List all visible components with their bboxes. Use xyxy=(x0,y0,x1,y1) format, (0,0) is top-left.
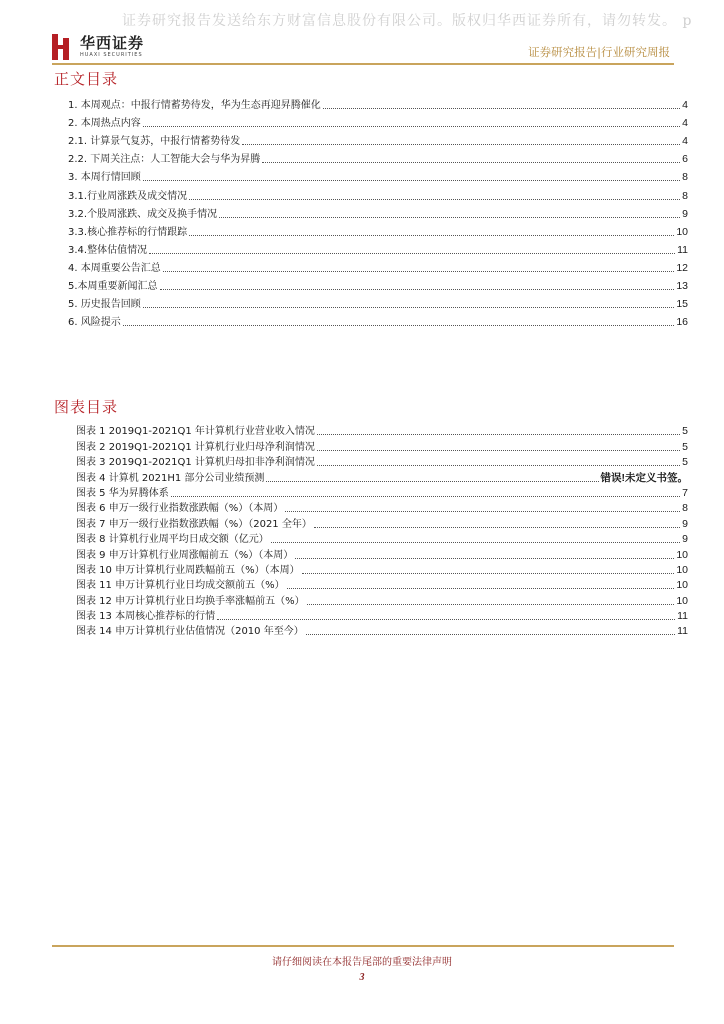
footer-divider xyxy=(52,945,674,947)
figure-entry-label: 图表 14 申万计算机行业估值情况（2010 年至今） xyxy=(76,626,304,638)
toc-entry-page: 13 xyxy=(676,280,688,293)
dot-leader xyxy=(323,108,680,109)
dot-leader xyxy=(219,217,680,218)
dot-leader xyxy=(149,253,675,254)
figure-entry[interactable] xyxy=(76,454,688,469)
toc-entry[interactable] xyxy=(68,184,688,202)
toc-entry[interactable] xyxy=(68,275,688,293)
figure-entry-page: 7 xyxy=(682,486,688,499)
toc-title: 正文目录 xyxy=(54,70,119,88)
figure-entry-label: 图表 7 申万一级行业指数涨跌幅（%）（2021 全年） xyxy=(76,518,312,530)
dot-leader xyxy=(123,325,675,326)
toc-entry-page: 6 xyxy=(682,153,688,166)
dot-leader xyxy=(285,511,680,512)
figure-entry-label: 图表 4 计算机 2021H1 部分公司业绩预测 xyxy=(76,472,265,484)
toc-entry-label: 3.3.核心推荐标的行情跟踪 xyxy=(68,226,188,238)
figure-entry-label: 图表 13 本周核心推荐标的行情 xyxy=(76,611,216,623)
toc-entry-label: 2.2. 下周关注点：人工智能大会与华为昇腾 xyxy=(68,154,261,166)
dot-leader xyxy=(163,271,675,272)
toc-entry-page: 8 xyxy=(682,189,688,202)
figure-entry-page: 10 xyxy=(676,563,688,576)
toc-entry-label: 4. 本周重要公告汇总 xyxy=(68,262,161,274)
logo-name-en: HUAXI SECURITIES xyxy=(80,52,143,58)
toc-entry-label: 2.1. 计算景气复苏，中报行情蓄势待发 xyxy=(68,136,241,148)
toc-entry[interactable] xyxy=(68,257,688,275)
toc-entry-label: 2. 本周热点内容 xyxy=(68,118,141,130)
figure-entry[interactable] xyxy=(76,577,688,592)
dot-leader xyxy=(317,465,680,466)
figure-entry[interactable] xyxy=(76,438,688,453)
toc-entry-label: 6. 风险提示 xyxy=(68,317,121,329)
figure-entry-label: 图表 3 2019Q1-2021Q1 计算机归母扣非净利润情况 xyxy=(76,457,315,469)
dot-leader xyxy=(314,527,680,528)
dot-leader xyxy=(160,289,675,290)
company-logo xyxy=(52,34,144,60)
figure-entry[interactable] xyxy=(76,531,688,546)
dot-leader xyxy=(266,481,598,482)
toc-entry[interactable] xyxy=(68,203,688,221)
figure-entry[interactable] xyxy=(76,608,688,623)
dot-leader xyxy=(317,450,680,451)
toc-entry[interactable] xyxy=(68,148,688,166)
toc-entry-page: 4 xyxy=(682,99,688,112)
dot-leader xyxy=(242,144,680,145)
figure-entry[interactable] xyxy=(76,500,688,515)
toc-entry[interactable] xyxy=(68,130,688,148)
toc-entry-page: 10 xyxy=(676,225,688,238)
toc-entry[interactable] xyxy=(68,221,688,239)
toc-entry-label: 5. 历史报告回顾 xyxy=(68,299,141,311)
figure-entry-label: 图表 10 申万计算机行业周跌幅前五（%）（本周） xyxy=(76,564,300,576)
dot-leader xyxy=(317,434,680,435)
figure-entry-label: 图表 6 申万一级行业指数涨跌幅（%）（本周） xyxy=(76,503,284,515)
figure-entry-page: 5 xyxy=(682,425,688,438)
figure-entry-page: 10 xyxy=(676,594,688,607)
toc-entry-page: 4 xyxy=(682,117,688,130)
toc-entry[interactable] xyxy=(68,311,688,329)
toc-entry[interactable] xyxy=(68,293,688,311)
watermark-text: 证券研究报告发送给东方财富信息股份有限公司。版权归华西证券所有，请勿转发。 p xyxy=(122,13,693,29)
toc-entry-page: 4 xyxy=(682,135,688,148)
figure-entry-page: 10 xyxy=(676,548,688,561)
legal-notice: 请仔细阅读在本报告尾部的重要法律声明 xyxy=(272,957,452,968)
figure-entry[interactable] xyxy=(76,623,688,638)
figure-entry-page: 11 xyxy=(677,610,688,623)
figure-entry-label: 图表 1 2019Q1-2021Q1 年计算机行业营业收入情况 xyxy=(76,426,315,438)
toc-entry-label: 3.2.个股周涨跌、成交及换手情况 xyxy=(68,208,218,220)
figure-entry[interactable] xyxy=(76,469,688,484)
toc-entry-label: 5.本周重要新闻汇总 xyxy=(68,281,158,293)
dot-leader xyxy=(189,235,674,236)
dot-leader xyxy=(271,542,680,543)
figure-entry-label: 图表 2 2019Q1-2021Q1 计算机行业归母净利润情况 xyxy=(76,441,315,453)
dot-leader xyxy=(295,558,674,559)
toc-entry-page: 15 xyxy=(676,298,688,311)
toc-entry[interactable] xyxy=(68,112,688,130)
toc-entry-label: 1. 本周观点：中报行情蓄势待发，华为生态再迎昇腾催化 xyxy=(68,100,321,112)
header-divider xyxy=(52,63,674,65)
dot-leader xyxy=(171,496,680,497)
figure-entry[interactable] xyxy=(76,592,688,607)
figure-entry-page: 11 xyxy=(677,625,688,638)
dot-leader xyxy=(302,573,675,574)
figure-entry-label: 图表 9 申万计算机行业周涨幅前五（%）（本周） xyxy=(76,549,294,561)
toc-entry-page: 11 xyxy=(677,243,688,256)
figure-entry-page: 8 xyxy=(682,502,688,515)
figure-entry-page: 错误!未定义书签。 xyxy=(600,471,688,484)
figure-entry-label: 图表 12 申万计算机行业日均换手率涨幅前五（%） xyxy=(76,595,305,607)
dot-leader xyxy=(217,619,675,620)
figure-entry[interactable] xyxy=(76,515,688,530)
figure-entry-label: 图表 8 计算机行业周平均日成交额（亿元） xyxy=(76,534,269,546)
figure-entry-label: 图表 5 华为昇腾体系 xyxy=(76,487,169,499)
figure-entry-page: 9 xyxy=(682,517,688,530)
figure-entry-page: 5 xyxy=(682,440,688,453)
logo-mark-icon xyxy=(52,34,72,60)
dot-leader xyxy=(262,162,680,163)
dot-leader xyxy=(143,126,680,127)
dot-leader xyxy=(143,180,680,181)
figure-entry-page: 10 xyxy=(676,579,688,592)
figure-entry-page: 5 xyxy=(682,456,688,469)
figure-entry[interactable] xyxy=(76,485,688,500)
toc-entry[interactable] xyxy=(68,94,688,112)
toc-entry-page: 9 xyxy=(682,207,688,220)
figure-index-list xyxy=(76,423,688,638)
toc-entry[interactable] xyxy=(68,239,688,257)
figure-entry[interactable] xyxy=(76,423,688,438)
logo-name-cn: 华西证券 xyxy=(80,34,145,52)
toc-entry-page: 8 xyxy=(682,171,688,184)
toc-entry[interactable] xyxy=(68,166,688,184)
report-type-label: 证券研究报告|行业研究周报 xyxy=(528,45,670,59)
dot-leader xyxy=(307,604,675,605)
toc-entry-label: 3.1.行业周涨跌及成交情况 xyxy=(68,190,188,202)
toc-entry-label: 3. 本周行情回顾 xyxy=(68,172,141,184)
dot-leader xyxy=(306,634,675,635)
toc-entry-page: 12 xyxy=(676,261,688,274)
toc-list xyxy=(68,94,688,329)
figure-entry[interactable] xyxy=(76,546,688,561)
toc-entry-page: 16 xyxy=(676,316,688,329)
page-number: 3 xyxy=(359,972,365,983)
figure-entry-label: 图表 11 申万计算机行业日均成交额前五（%） xyxy=(76,580,285,592)
dot-leader xyxy=(143,307,675,308)
figure-entry-page: 9 xyxy=(682,533,688,546)
toc-entry-label: 3.4.整体估值情况 xyxy=(68,244,148,256)
dot-leader xyxy=(189,199,680,200)
figure-index-title: 图表目录 xyxy=(54,398,119,416)
figure-entry[interactable] xyxy=(76,562,688,577)
dot-leader xyxy=(287,588,675,589)
